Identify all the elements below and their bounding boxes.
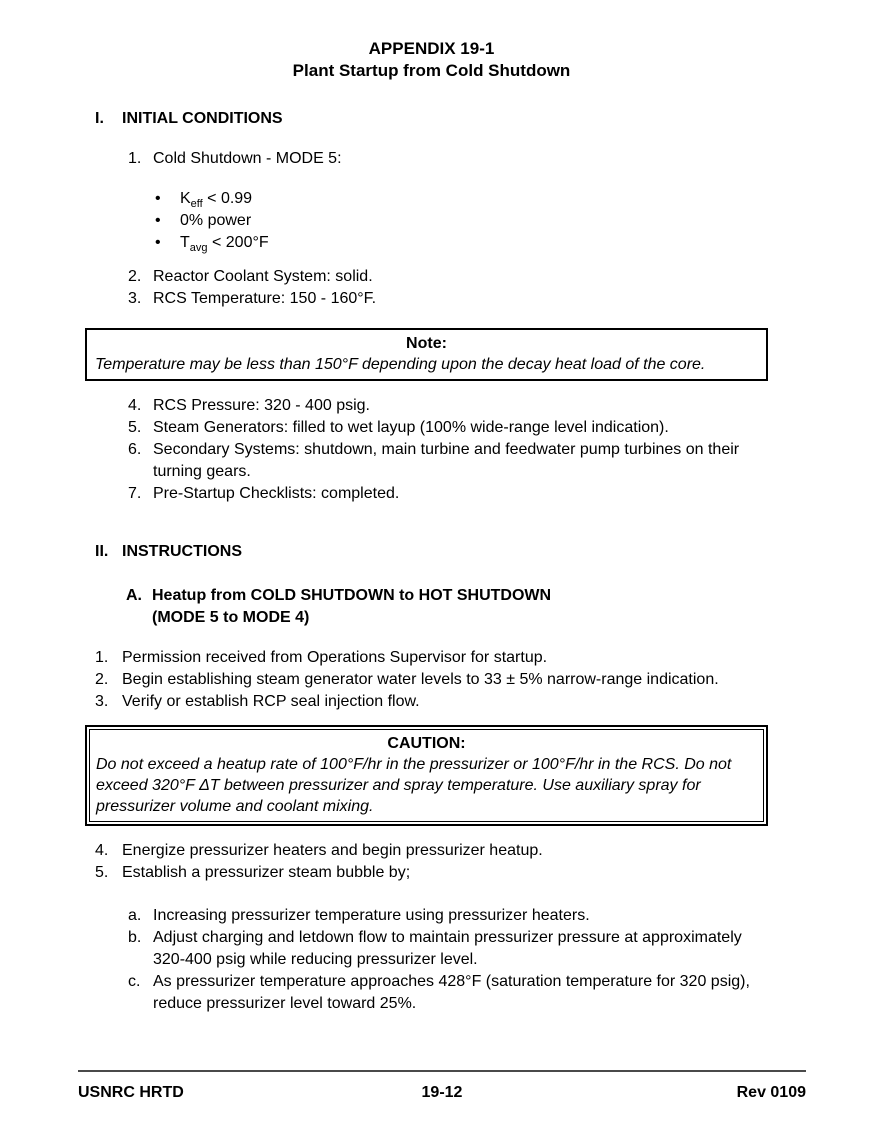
bullet-item <box>155 232 768 254</box>
list-items-4-5 <box>95 840 768 884</box>
item-number: 3. <box>95 693 109 710</box>
page-title <box>95 38 768 82</box>
item-text: Permission received from Operations Supervisor for startup. <box>122 649 548 666</box>
item-number: 1. <box>95 649 109 666</box>
bullet-text <box>180 210 251 232</box>
bullet-list <box>155 188 768 254</box>
section-1-label: I. <box>95 110 104 127</box>
bullet-text-base: 0% power <box>180 212 252 229</box>
title-line-2: Plant Startup from Cold Shutdown <box>292 61 571 80</box>
bullet-text-subscript: eff <box>190 198 203 211</box>
sub-list-item <box>128 971 768 1015</box>
item-text: Cold Shutdown - MODE 5: <box>153 150 342 167</box>
subsection-title <box>152 585 551 629</box>
list-item <box>95 647 768 669</box>
subitem-letter: a. <box>128 907 142 924</box>
bullet-text-subscript: avg <box>189 242 208 255</box>
note-body: Temperature may be less than 150°F depending upon the decay heat load of the core. <box>95 356 706 373</box>
list-item <box>95 669 768 691</box>
caution-label: CAUTION: <box>387 735 466 752</box>
item-text: Reactor Coolant System: solid. <box>153 268 373 285</box>
footer-right: Rev 0109 <box>736 1084 806 1101</box>
item-text: Verify or establish RCP seal injection flow. <box>122 693 420 710</box>
subitem-text: As pressurizer temperature approaches 428°F (saturation temperature for 320 psig), reduce pressurizer level toward 25%. <box>153 973 750 1012</box>
bullet-glyph: • <box>155 212 161 229</box>
item-number: 2. <box>128 268 142 285</box>
list-items-2-3 <box>95 266 768 310</box>
list-item <box>128 483 768 505</box>
item-text: RCS Pressure: 320 - 400 psig. <box>153 397 370 414</box>
item-number: 1. <box>128 150 142 167</box>
subsection-title-line-2: (MODE 5 to MODE 4) <box>152 609 310 626</box>
bullet-text-rest: < 0.99 <box>202 190 253 207</box>
item-number: 5. <box>95 864 109 881</box>
subitem-text: Increasing pressurizer temperature using pressurizer heaters. <box>153 907 590 924</box>
sub-list-item <box>128 905 768 927</box>
footer-divider <box>78 1070 806 1072</box>
list-item <box>128 395 768 417</box>
list-item <box>128 148 768 170</box>
footer-left: USNRC HRTD <box>78 1084 184 1101</box>
subsection-a-heading <box>126 585 768 629</box>
list-item <box>95 840 768 862</box>
subitem-letter: c. <box>128 973 141 990</box>
page-footer <box>78 1070 806 1104</box>
sub-list-item <box>128 927 768 971</box>
item-number: 2. <box>95 671 109 688</box>
bullet-text-rest: < 200°F <box>207 234 269 251</box>
list-item <box>95 691 768 713</box>
item-number: 3. <box>128 290 142 307</box>
list-items-1-3 <box>95 647 768 713</box>
subsection-title-line-1: Heatup from COLD SHUTDOWN to HOT SHUTDOWN <box>152 587 552 604</box>
caution-box <box>85 725 768 826</box>
item-number: 7. <box>128 485 142 502</box>
item-text: Steam Generators: filled to wet layup (100% wide-range level indication). <box>153 419 669 436</box>
title-line-1: APPENDIX 19-1 <box>368 39 495 58</box>
item-text: RCS Temperature: 150 - 160°F. <box>153 290 377 307</box>
list-item <box>128 266 768 288</box>
item-text: Begin establishing steam generator water levels to 33 ± 5% narrow-range indication. <box>122 671 719 688</box>
list-item <box>128 439 768 483</box>
bullet-text-base: T <box>180 234 190 251</box>
list-items-4-7 <box>95 395 768 505</box>
section-2-heading <box>95 541 768 563</box>
note-label: Note: <box>406 335 447 352</box>
item-text: Pre-Startup Checklists: completed. <box>153 485 400 502</box>
bullet-text <box>180 232 269 254</box>
footer-page-number: 19-12 <box>421 1084 463 1101</box>
bullet-item <box>155 210 768 232</box>
list-item <box>95 862 768 884</box>
subsection-label: A. <box>126 587 142 604</box>
item-number: 6. <box>128 441 142 458</box>
bullet-glyph: • <box>155 234 161 251</box>
bullet-text-base: K <box>180 190 191 207</box>
item-number: 5. <box>128 419 142 436</box>
sub-list-a-c <box>128 905 768 1015</box>
section-1-title: INITIAL CONDITIONS <box>122 110 283 127</box>
section-1-heading <box>95 108 768 130</box>
item-text: Establish a pressurizer steam bubble by; <box>122 864 411 881</box>
item-text: Secondary Systems: shutdown, main turbine and feedwater pump turbines on their turning gears. <box>153 441 740 480</box>
caution-box-inner <box>89 729 764 822</box>
subitem-text: Adjust charging and letdown flow to maintain pressurizer pressure at approximately 320-400 psig while reducing pressurizer level. <box>153 929 742 968</box>
section-2-label: II. <box>95 543 109 560</box>
bullet-item <box>155 188 768 210</box>
caution-body: Do not exceed a heatup rate of 100°F/hr in the pressurizer or 100°F/hr in the RCS. Do not exceed 320°F ΔT between pressurizer and spray temperature. Use auxiliary spray for pressurizer volume and coolant mixing. <box>96 756 732 815</box>
section-2-title: INSTRUCTIONS <box>122 543 242 560</box>
item-text: Energize pressurizer heaters and begin pressurizer heatup. <box>122 842 543 859</box>
footer-text-row <box>78 1082 806 1104</box>
note-box <box>85 328 768 381</box>
list-item <box>128 417 768 439</box>
item-number: 4. <box>128 397 142 414</box>
item-number: 4. <box>95 842 109 859</box>
bullet-text <box>180 188 252 210</box>
list-item <box>128 288 768 310</box>
bullet-glyph: • <box>155 190 161 207</box>
subitem-letter: b. <box>128 929 142 946</box>
